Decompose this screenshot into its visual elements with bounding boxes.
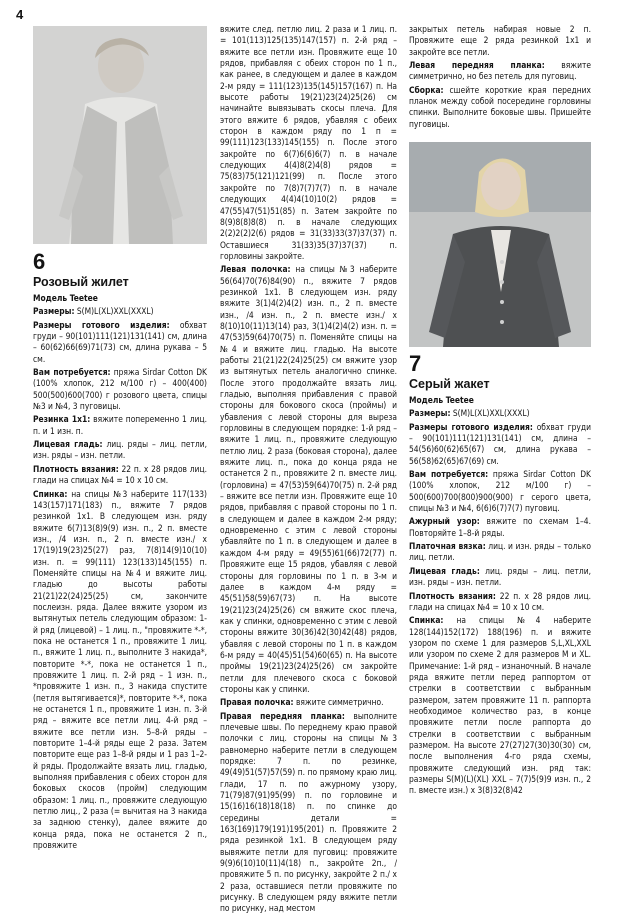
- paragraph: [220, 24, 397, 262]
- paragraph-text: 22 п. х 28 рядов лиц. глади на спицах №4 = 10 х 10 см.: [409, 590, 591, 612]
- paragraph-heading: Лицевая гладь:: [33, 439, 103, 450]
- paragraph-text: вяжите по схемам 1–4. Повторяйте 1–8-й ряды.: [409, 516, 591, 538]
- pattern-number: 6: [33, 249, 46, 274]
- paragraph-text: обхват груди – 90(101)111(121)131(141) см, длина – 54(56)60(62)65(67) см, длина рукава – 56(58)62(65)67(69) см.: [409, 421, 591, 466]
- paragraph-heading: Левая полочка:: [220, 264, 291, 275]
- pattern-number: 7: [409, 351, 422, 376]
- pattern-model: Модель Teetee: [33, 293, 98, 303]
- paragraph: [33, 320, 207, 365]
- paragraph: [220, 264, 397, 695]
- paragraph: [409, 591, 591, 614]
- paragraph-heading: Ажурный узор:: [409, 516, 480, 527]
- paragraph-text: 22 п. х 28 рядов лиц. глади на спицах №4 = 10 х 10 см.: [33, 463, 207, 486]
- woman-grey-jacket-illustration: [409, 142, 591, 347]
- paragraph-text: вяжите попеременно 1 лиц. п. и 1 изн. п.: [33, 414, 207, 436]
- paragraph: [409, 469, 591, 514]
- paragraph-heading: Резинка 1х1:: [33, 414, 91, 425]
- paragraph-heading: Размеры:: [409, 408, 451, 419]
- paragraph: [409, 422, 591, 467]
- paragraph: [220, 711, 397, 915]
- paragraph-heading: Вам потребуется:: [33, 367, 111, 378]
- paragraph: [409, 60, 591, 83]
- paragraph-heading: Плотность вязания:: [409, 590, 496, 601]
- paragraph-text: пряжа Sirdar Cotton DK (100% хлопок, 212 м/100 г) – 400(400) 500(500)600(700) г розового цвета, спицы №3 и №4, 3 пуговицы.: [33, 367, 207, 412]
- paragraph-text: обхват груди – 90(101)111(121)131(141) см, длина – 60(62)66(69)71(73) см, длина рукава – 5 см.: [33, 319, 207, 364]
- paragraph-text: на спицы №3 наберите 56(64)70(76)84(90) п., вяжите 7 рядов резинкой 1х1. В следующем изн. ряду вяжите 3(1)4(2)4(2) изн. п., 2 п. вместе изн., /4 изн. п., 2 п. вместе изн./ х 8(10)10(11)13(14) раз, 3(1)4(2)4(2) изн. п. = 47(53)59(64)70(75) п. Поменяйте спицы на №4 и вяжите лиц. гладью. На высоте работы 21(21)22(24)25(25) см вяжите узор из вытянутых петель аналогично спинке. После этого продолжайте вязать лиц. гладью, выполняя прибавления с правой стороны для бокового скоса (проймы) и убавления с левой стороны для выреза горловины в следующем порядке: 1-й ряд – вяжите 1 лиц. п., провяжите следующую петлю лиц. 2 раза (боковая сторона), далее вяжите лиц. п., пока до конца ряда не останется 2 п., провяжите 2 п. вместе лиц. (горловина) = 47(53)59(64)70(75) п. 2-й ряд – вяжите все петли изн. Провяжите еще 10 рядов, прибавляя с правой стороны по 1 п. в следующем и далее в каждом 2-м ряду; одновременно с этим с левой стороны убавляйте по 1 п. в следующем и далее в каждом 4-м ряду = 49(55)61(66)72(77) п. Провяжите еще 15 рядов, убавляя с левой стороны для горловины по 1 п. в 3-м и далее в каждом 4-м ряду = 45(51)58(59)67(73) п. На высоте 19(21)23(24)25(26) см вяжите скос плеча, как у спинки, одновременно с этим с левой стороны вяжите 30(36)42(30)42(48) рядов, убавляя с левой стороны по 1 п. в каждом 6-м ряду = 40(45)51(54)60(65) п. На высоте проймы 19(21)23(24)25(26) см закройте петли для плечевого скоса с боковой стороны как у спинки.: [220, 264, 397, 694]
- paragraph: [409, 541, 591, 564]
- photo-grey-jacket: [409, 142, 591, 347]
- paragraph: [220, 697, 397, 708]
- paragraph: [33, 306, 207, 317]
- paragraph-text: вяжите след. петлю лиц. 2 раза и 1 лиц. п. = 101(113)125(135)147(157) п. 2-й ряд – вяжите все петли изн. Провяжите еще 10 рядов, прибавляя с обеих сторон по 1 п., как ранее, в следующем и далее в каждом 2-м ряду = 111(123)135(145)157(167) п. На высоте работы 19(21)23(24)25(26) см начинайте вывязывать скосы плеча. Для этого вяжите 6 рядов, убавляя с обеих сторон в каждом ряду по 1 п = 99(111)123(133)145(155) п. После этого закройте по 6(7)6(6)6(7) п. в начале следующих 4(4)8(2)4(8) рядов = 75(83)75(121)121(99) п. После этого закройте по 7(8)7(7)7(7) п. в начале следующих 4(4)4(10)10(2) рядов = 47(55)47(51)51(85) п. Затем закройте по 8(9)8(8)8(8) п. в начале следующих 2(2)2(2)2(6) рядов = 31(33)33(37)37(37) п. Оставшиеся 31(33)35(37)37(37) п. горловины закройте.: [220, 24, 397, 261]
- paragraph-text: лиц. и изн. ряды – только лиц. петли.: [409, 541, 591, 563]
- column-grey-jacket: [409, 352, 591, 799]
- paragraph-heading: Размеры готового изделия:: [409, 421, 533, 432]
- paragraph-text: вяжите симметрично.: [293, 697, 384, 708]
- paragraph: [33, 367, 207, 412]
- paragraph-text: пряжа Sirdar Cotton DK (100% хлопок, 212 м/100 г) – 500(600)700(800)900(900) г серого цвета, спицы №3 и №4, 6(6)6(7)7(7) пуговиц.: [409, 469, 591, 514]
- photo-pink-vest: [33, 26, 207, 244]
- paragraph: [409, 24, 591, 58]
- paragraph-heading: Лицевая гладь:: [409, 565, 480, 576]
- paragraph: [33, 464, 207, 487]
- paragraph-heading: Спинка:: [409, 615, 444, 626]
- paragraph-text: выполните плечевые швы. По переднему краю правой полочки с лиц. стороны на спицы №3 равномерно наберите петли в следующем порядке: 7 п. по резинке, 49(49)51(57)57(59) п. по прямому краю лиц. глади, 17 п. по ажурному узору, 71(79)87(91)95(99) п. по горловине и 15(16)16(18)18(18) п. по спинке до середины детали = 163(169)179(191)195(201) п. Провяжите 2 ряда резинкой 1х1. В следующем ряду вывяжите петли для пуговиц: провяжите 9(9)6(10)10(11)4(18) п., закройте 2п., /провяжите 5 п. по рисунку, закройте 2 п./ х 2 раза, оставшиеся петли провяжите по рисунку. В следующем ряду вяжите петли по рисунку, над местом: [220, 710, 397, 914]
- paragraph-text: лиц. ряды – лиц. петли, изн. ряды – изн. петли.: [409, 565, 591, 588]
- paragraph-text: сшейте короткие края передних планок между собой посередине горловины спинки. Выполните боковые швы. Пришейте пуговицы.: [409, 84, 591, 129]
- column-right-top: [409, 24, 591, 132]
- paragraph-text: лиц. ряды – лиц. петли, изн. ряды – изн. петли.: [33, 439, 208, 461]
- paragraph: [409, 408, 591, 419]
- paragraph: [33, 489, 207, 852]
- paragraph-text: на спицы №3 наберите 117(133) 143(157)171(183) п., вяжите 7 рядов резинкой 1х1. В следующем изн. ряду вяжите 6(7)13(8)9(9) изн. п., 2 п. вместе изн., /4 изн. п., 2 п. вместе изн./ х 17(19)19(23)25(27) раз, 7(8)14(9)10(10) изн. п. = 99(111) 123(133)145(155) п. Поменяйте спицы на №4 и вяжите лиц. гладью до высоты работы 21(21)22(24)25(25) см, закончите послеизн. ряда. Далее вяжите узором из вытянутых петель следующим образом: 1-й ряд (лицевой) – 1 лиц. п., "провяжите *-*, пока не останется 1 п., провяжите 1 лиц. п., вяжите 1 лиц. п., выполните 3 накида*, повторите *-*, пока не останется 1 п., провяжите 1 лиц. п. 2-й ряд – 1 изн. п., *провяжите 1 изн. п., 3 накида спустите (петля вытягивается)*, повторите *-*, пока не останется 1 п., провяжите 1 изн. п. 3-й ряд – вяжите все петли лиц. 4-й ряд – вяжите все петли изн. 5–8-й ряды – повторите 1–4-й ряды еще 2 раза. Затем повторите еще раз 1–8-й ряды и 1 раз 1–2-й ряды. Продолжайте вязать лиц. гладью, выполняя прибавления с обеих сторон для боковых скосов (пройм) следующим образом: 1 лиц. п., провяжите следующую петлю лиц., 2 раза (= вычитая на 3 накида за заднюю стенку), далее вяжите до конца ряда, пока не останется 2 п., провяжите: [33, 488, 207, 851]
- paragraph-heading: Платочная вязка:: [409, 541, 486, 552]
- paragraph-heading: Правая полочка:: [220, 697, 294, 708]
- pattern-title: Розовый жилет: [33, 275, 129, 289]
- paragraph-text: S(M)L(XL)XXL(XXXL): [74, 306, 154, 317]
- pattern-model: Модель Teetee: [409, 395, 474, 405]
- paragraph-text: вяжите симметрично, но без петель для пуговиц.: [409, 60, 591, 82]
- paragraph: [409, 85, 591, 130]
- paragraph-text: S(M)L(XL)XXL(XXXL): [450, 408, 530, 419]
- paragraph-heading: Спинка:: [33, 488, 68, 499]
- paragraph: [33, 414, 207, 437]
- paragraph: [409, 516, 591, 539]
- paragraph-heading: Сборка:: [409, 84, 444, 95]
- paragraph-text: закрытых петель набирая новые 2 п. Провяжите еще 2 ряда резинкой 1х1 и закройте все петли.: [409, 24, 591, 57]
- column-pink-vest: [33, 250, 207, 854]
- paragraph-heading: Плотность вязания:: [33, 463, 119, 474]
- woman-pink-vest-illustration: [33, 26, 207, 244]
- paragraph-text: на спицы №4 наберите 128(144)152(172) 188(196) п. и вяжите узором по схеме 1 для размеров S,L,XL,XXL или узором по схеме 2 для размеров M и XL. Примечание: 1-й ряд – изнаночный. В начале ряда вяжите петли перед раппортом от стрелки в соответствии с выбранным размером, затем провяжите 11 п. раппорта необходимое количество раз, в конце провяжите петли после раппорта до стрелки в соответствии с выбранным размером. На высоте 27(27)27(30)30(30) см, после выполнения 4-го ряда схемы, провяжите следующий изн. ряд так: размеры S(M)(L)(XL) XXL – 7(7)5(9)9 изн. п., 2 п. вместе изн.) х 3(8)32(8)42: [409, 615, 591, 796]
- paragraph: [409, 566, 591, 589]
- paragraph: [33, 439, 207, 462]
- paragraph-heading: Размеры готового изделия:: [33, 319, 170, 330]
- paragraph-heading: Размеры:: [33, 306, 75, 317]
- paragraph-heading: Правая передняя планка:: [220, 710, 345, 721]
- pattern-title: Серый жакет: [409, 377, 490, 391]
- page-number: 4: [16, 7, 24, 22]
- paragraph-heading: Вам потребуется:: [409, 469, 489, 480]
- paragraph-heading: Левая передняя планка:: [409, 60, 545, 71]
- column-middle: [220, 24, 397, 917]
- paragraph: [409, 615, 591, 797]
